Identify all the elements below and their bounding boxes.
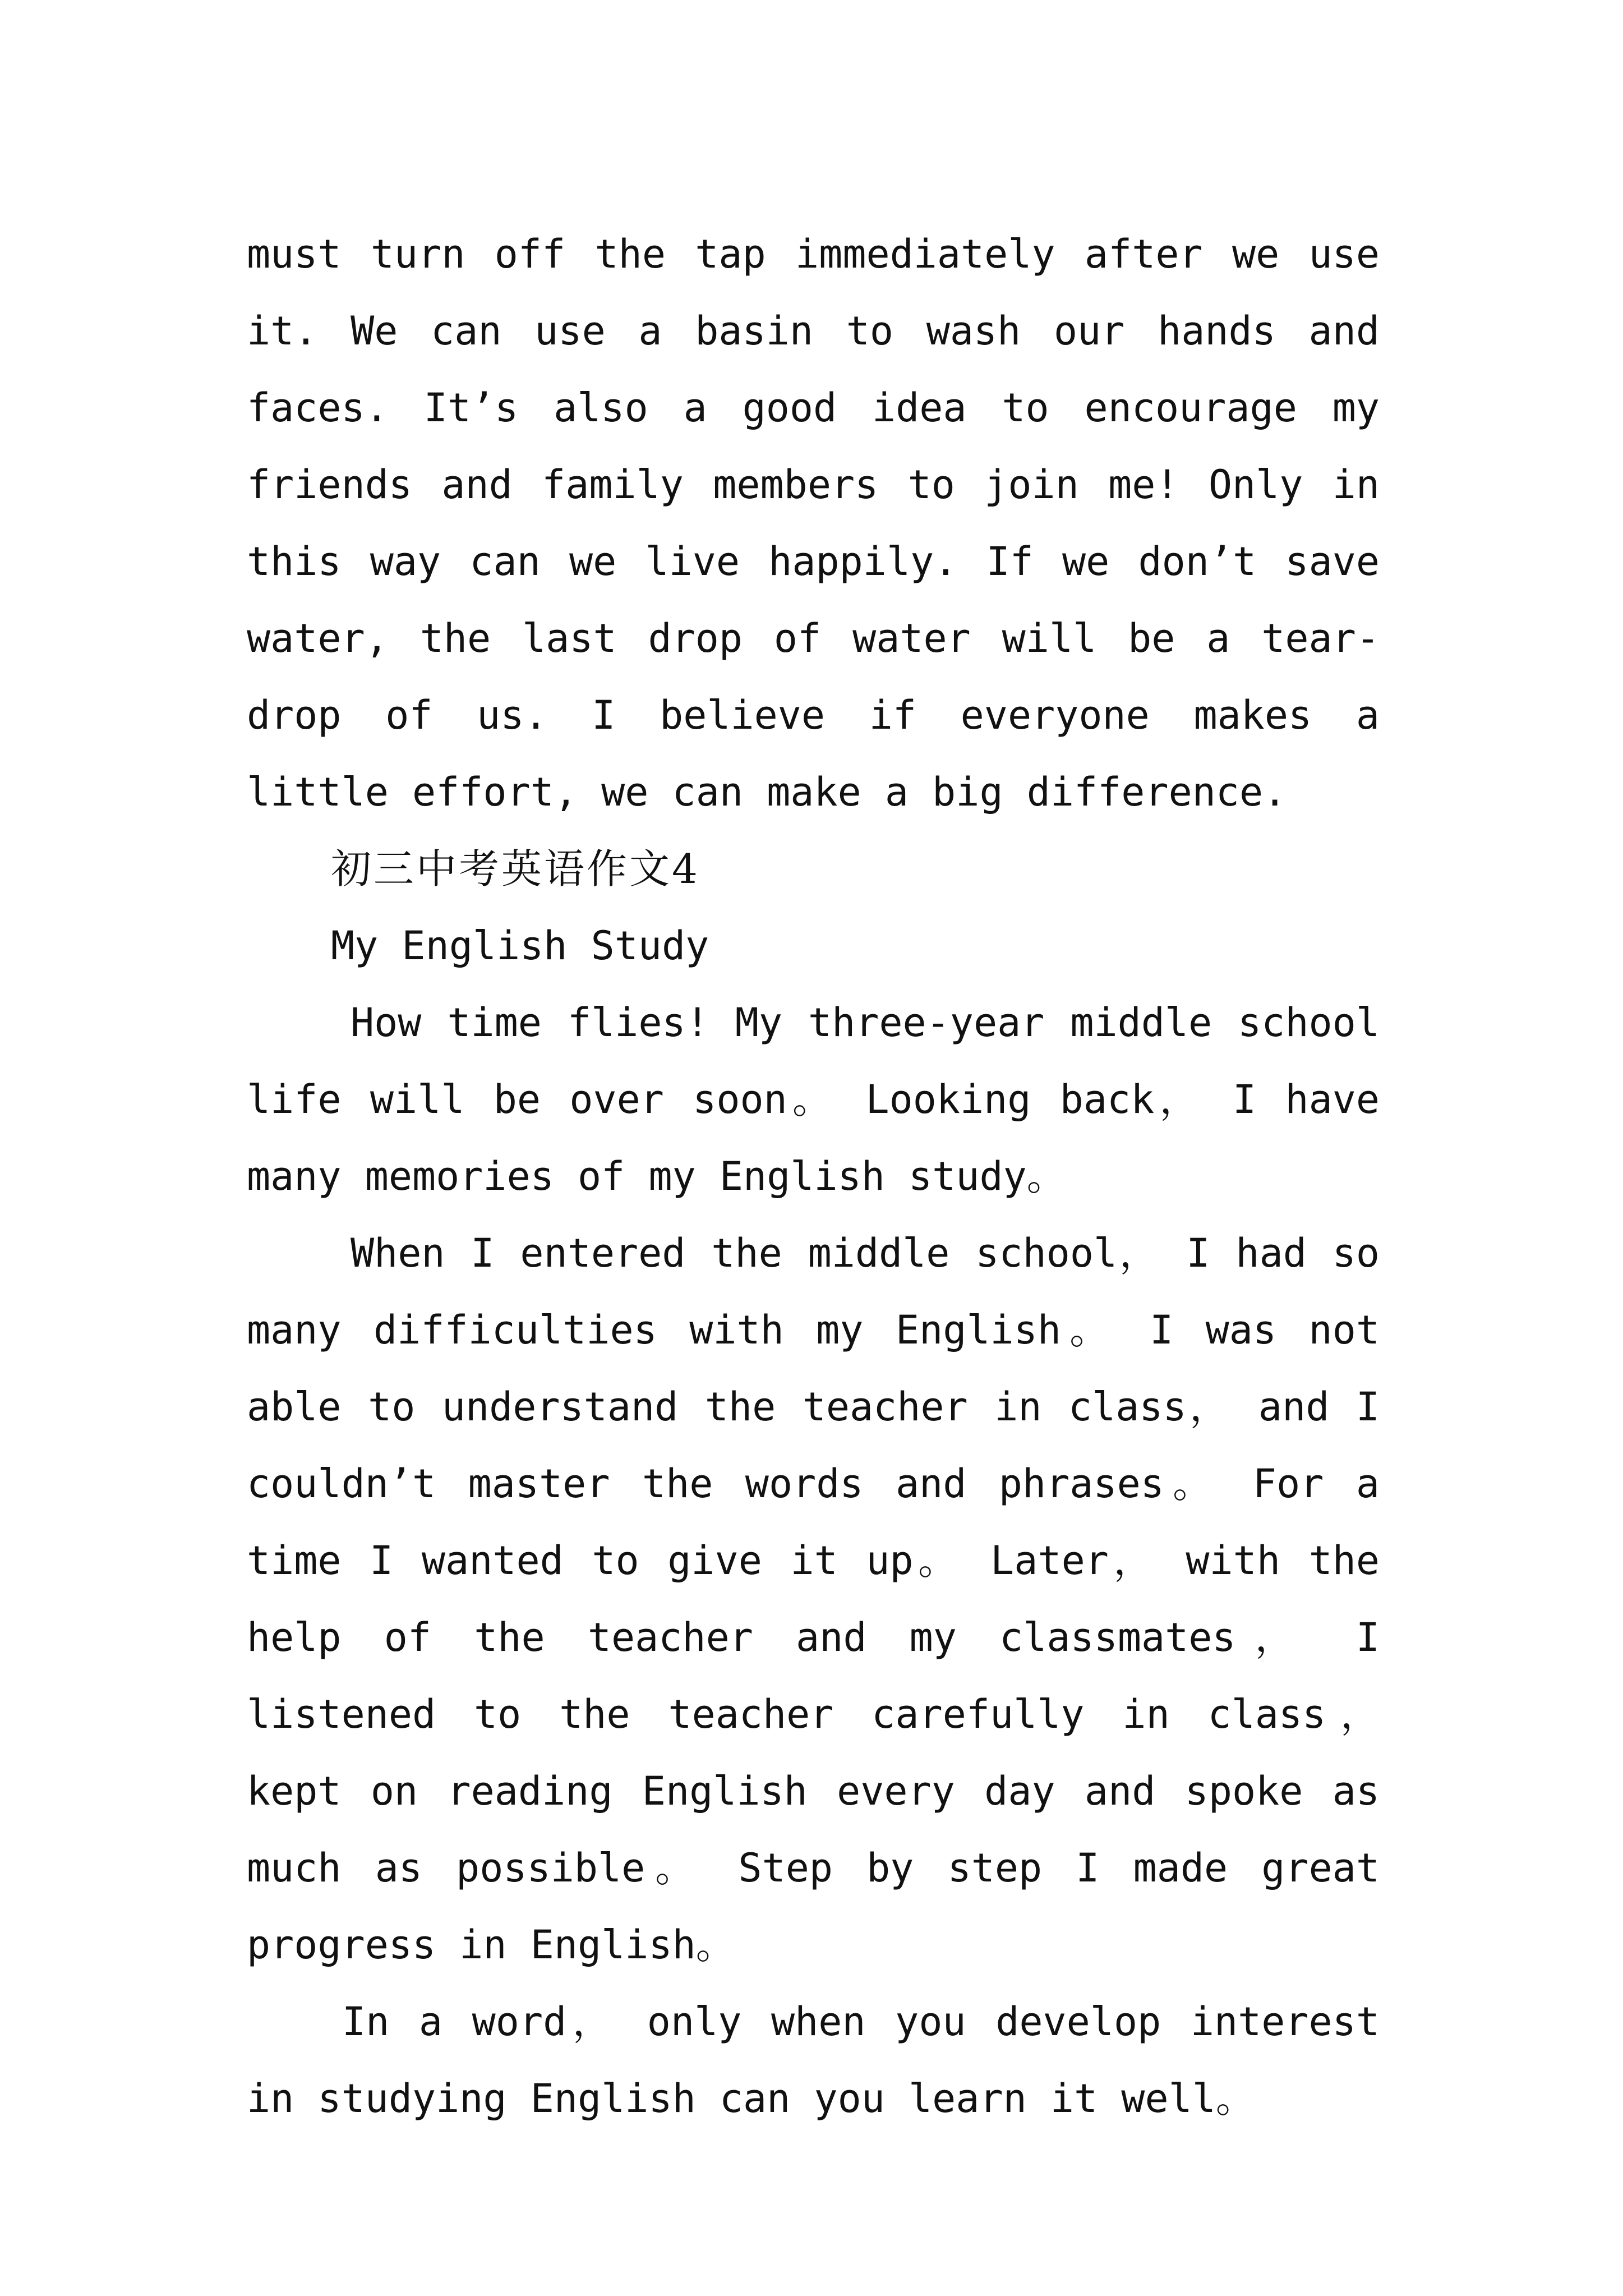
- paragraph-conclusion: In a word， only when you develop interest in studying English can you learn it well。: [247, 1999, 1380, 2122]
- paragraph-intro: How time flies! My three-year middle school life will be over soon。 Looking back， I have many memories of my English study。: [247, 1000, 1380, 1199]
- document-body: [247, 216, 1380, 2137]
- paragraph-water-saving: must turn off the tap immediately after we use it. We can use a basin to wash our hands and faces. It’s also a good idea to encourage my friends and family members to join me! Only in this way can we live happily. If we don’t save water, the last drop of water will be a tear-drop of us. I believe if everyone makes a little effort, we can make a big difference.: [247, 231, 1380, 815]
- paragraph-difficulties: When I entered the middle school， I had so many difficulties with my English。 I was not able to understand the teacher in class， and I couldn’t master the words and phrases。 For a time I wanted to give it up。 Later， with the help of the teacher and my classmates， I listened to the teacher carefully in class， kept on reading English every day and spoke as much as possible。 Step by step I made great progress in English。: [247, 1230, 1380, 1968]
- essay-title: My English Study: [331, 923, 709, 969]
- essay-heading: 初三中考英语作文4: [331, 845, 700, 892]
